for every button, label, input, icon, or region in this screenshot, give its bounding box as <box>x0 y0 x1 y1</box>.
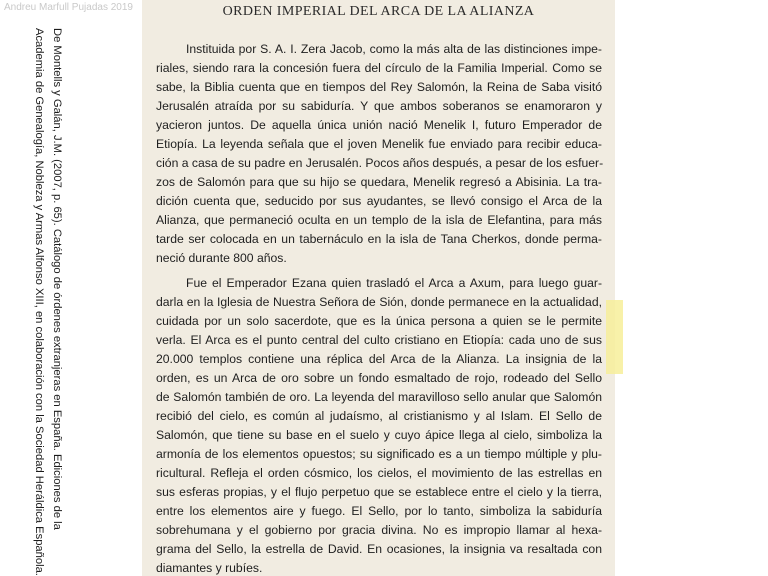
text-line: recibió del cielo, es común al judaísmo, al cristianismo y al Islam. El Sello de <box>156 409 602 423</box>
text-line: de Salomón también de oro. La leyenda del maravilloso sello anular que Salomón <box>156 390 602 404</box>
text-line: Fue el Emperador Ezana quien trasladó el Arca a Axum, para luego guar- <box>186 276 602 290</box>
citation-line-2: Academia de Genealogía, Nobleza y Armas Alfonso XIII, en colaboración con la Sociedad Heráldica Española. <box>33 28 45 576</box>
text-line: Instituida por S. A. I. Zera Jacob, como la más alta de las distinciones impe- <box>186 42 602 56</box>
text-line: grama del Sello, la estrella de David. En ocasiones, la insignia va resaltada con <box>156 542 602 556</box>
text-line: sobrehumana y el gobierno por gracia divina. No es impropio llamar al hexa- <box>156 523 602 537</box>
text-line: ricultural. Refleja el orden cósmico, los cielos, el movimiento de las estrellas en <box>156 466 602 480</box>
text-line: Alianza, que permaneció oculta en un templo de la isla de Elefantina, para más <box>156 213 602 227</box>
text-line: ción a casa de su padre en Jerusalén. Pocos años después, a pesar de los esfuer- <box>156 156 604 170</box>
text-line: diamantes y rubíes. <box>156 561 263 575</box>
text-line: verla. El Arca es el punto central del culto cristiano en Etiopía: cada uno de sus <box>156 333 602 347</box>
citation-line-1: De Montells y Galán, J.M. (2007, p. 65). Catálogo de órdenes extranjeras en España. Ediciones de la <box>51 28 63 530</box>
paragraph-1 <box>156 40 602 268</box>
text-line: neció durante 800 años. <box>156 251 287 265</box>
text-line: sus esferas propias, y el flujo perpetuo que se establece entre el cielo y la tierra, <box>156 485 602 499</box>
text-line: armonía de los elementos opuestos; su significado es a un tiempo múltiple y plu- <box>156 447 602 461</box>
text-line: tarde ser colocada en un tabernáculo en la isla de Tana Cherkos, donde perma- <box>156 232 602 246</box>
text-line: darla en la Iglesia de Nuestra Señora de Sión, donde permanece en la actualidad, <box>156 295 602 309</box>
text-line: orden, es un Arca de oro sobre un fondo esmaltado de rojo, rodeado del Sello <box>156 371 602 385</box>
body-text <box>156 40 602 576</box>
text-line: riales, siendo rara la concesión fuera del círculo de la Familia Imperial. Como se <box>156 61 602 75</box>
scanned-page <box>142 0 615 576</box>
side-citation <box>18 28 66 576</box>
text-line: yacieron juntos. De aquella única unión nació Menelik I, futuro Emperador de <box>156 118 602 132</box>
page-title: ORDEN IMPERIAL DEL ARCA DE LA ALIANZA <box>222 4 535 19</box>
watermark: Andreu Marfull Pujadas 2019 <box>4 2 133 13</box>
text-line: zos de Salomón para que su hijo se quedara, Menelik regresó a Abisinia. La tra- <box>156 175 602 189</box>
highlighter-mark <box>606 300 623 374</box>
text-line: dición cuenta que, seducido por sus ayudantes, se llevó consigo el Arca de la <box>156 194 602 208</box>
text-line: Jerusalén atraída por su sabiduría. Y que ambos soberanos se enamoraron y <box>156 99 602 113</box>
text-line: Etiopía. La leyenda señala que el joven Menelik fue enviado para recibir educa- <box>156 137 602 151</box>
text-line: Salomón, que tiene su base en el suelo y cuyo ápice llega al cielo, simboliza la <box>156 428 602 442</box>
text-line: 20.000 templos contiene una réplica del Arca de la Alianza. La insignia de la <box>156 352 602 366</box>
text-line: sabe, la Biblia cuenta que en tiempos del Rey Salomón, la Reina de Saba visitó <box>156 80 602 94</box>
paragraph-2 <box>156 274 602 576</box>
text-line: entre los elementos aire y fuego. El Sello, por lo tanto, simboliza la sabiduría <box>156 504 602 518</box>
text-line: cuidada por un solo sacerdote, que es la única persona a quien se le permite <box>156 314 602 328</box>
